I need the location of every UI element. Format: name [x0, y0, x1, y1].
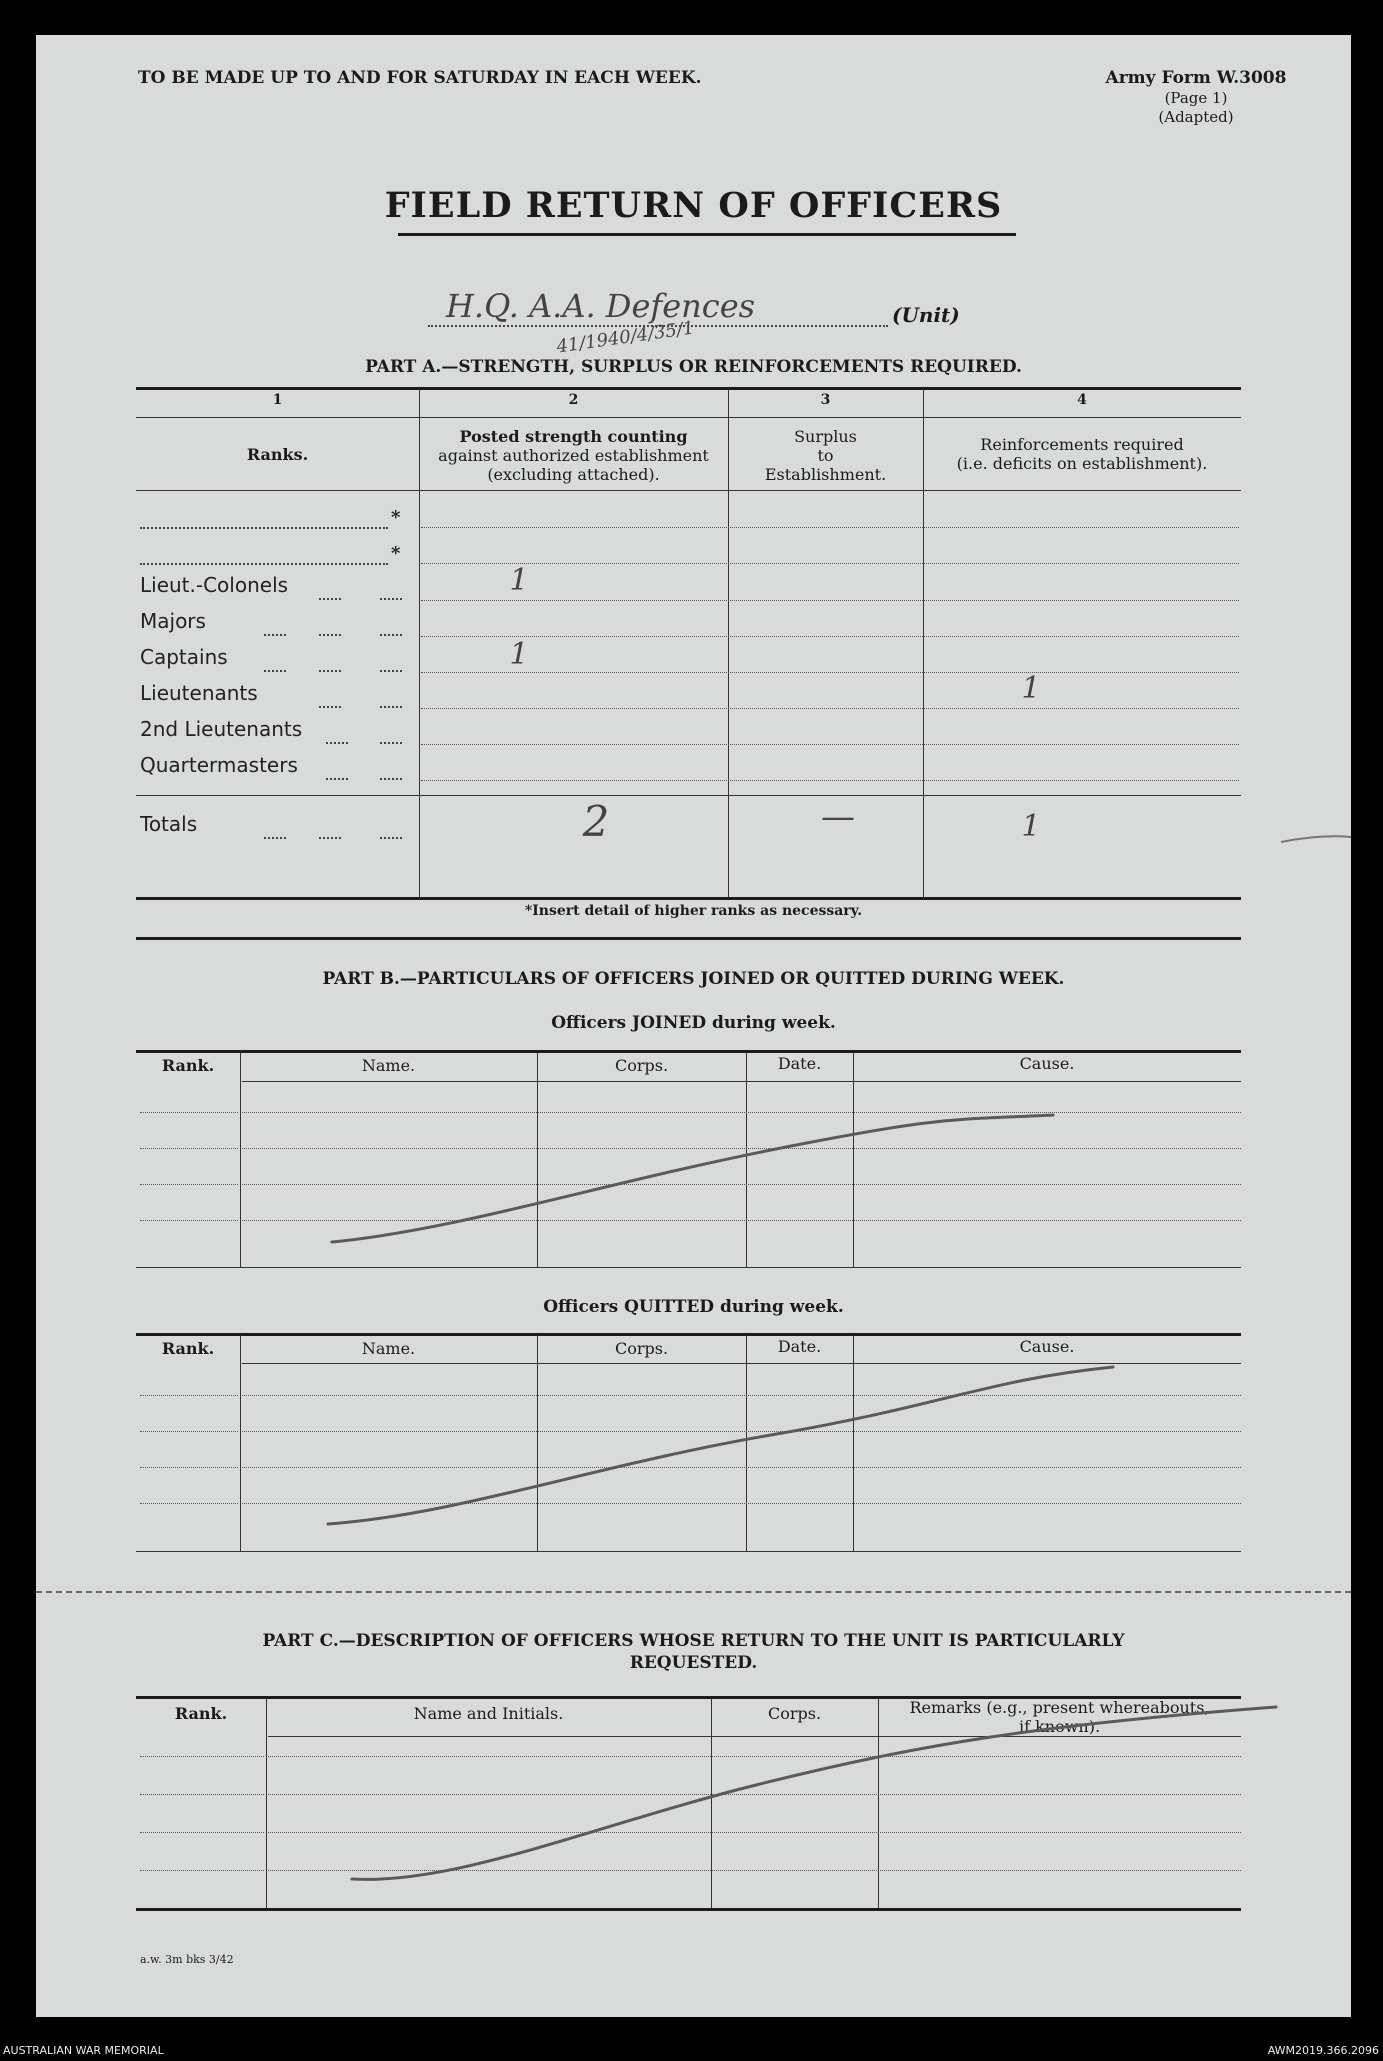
posted-header-line3: (excluding attached). — [487, 465, 660, 484]
surplus-header-line1: Surplus — [794, 427, 857, 446]
surplus-header-line3: Establishment. — [764, 465, 887, 484]
part-c-heading-line1: PART C.—DESCRIPTION OF OFFICERS WHOSE RETURN TO THE UNIT IS PARTICULARLY — [262, 1631, 1125, 1651]
quitted-rank-header: Rank. — [161, 1339, 215, 1358]
col-number-2: 2 — [568, 392, 579, 408]
part-a-heading: PART A.—STRENGTH, SURPLUS OR REINFORCEMENTS REQUIRED. — [365, 357, 1022, 377]
asterisk-mark: * — [391, 507, 401, 528]
quitted-strike-line — [328, 1367, 1113, 1524]
asterisk-mark: * — [391, 543, 401, 564]
rank-majors: Majors — [140, 609, 206, 633]
joined-heading: Officers JOINED during week. — [551, 1013, 836, 1033]
page-title: FIELD RETURN OF OFFICERS — [384, 185, 1003, 226]
quitted-corps-header: Corps. — [614, 1339, 669, 1358]
posted-header-line1: Posted strength counting — [459, 427, 688, 446]
posted-lieut-colonels: 1 — [509, 563, 529, 598]
joined-name-header: Name. — [361, 1056, 416, 1075]
rank-2nd-lieutenants: 2nd Lieutenants — [140, 717, 303, 741]
reference-stamp: 41/1940/4/35/1 — [555, 317, 696, 358]
form-number: Army Form W.3008 — [1105, 68, 1287, 88]
print-code: a.w. 3m bks 3/42 — [140, 1953, 234, 1966]
reinforcements-header-line2: (i.e. deficits on establishment). — [956, 454, 1208, 473]
weekly-instruction: TO BE MADE UP TO AND FOR SATURDAY IN EACH WEEK. — [138, 68, 702, 88]
unit-label: (Unit) — [892, 303, 960, 327]
part-b-heading: PART B.—PARTICULARS OF OFFICERS JOINED OR QUITTED DURING WEEK. — [322, 969, 1065, 989]
reinforcements-header-line1: Reinforcements required — [980, 435, 1184, 454]
quitted-heading: Officers QUITTED during week. — [543, 1297, 844, 1317]
rank-lieutenants: Lieutenants — [140, 681, 258, 705]
unit-handwritten: H.Q. A.A. Defences — [446, 287, 756, 325]
part-a-footnote: *Insert detail of higher ranks as necessary. — [524, 903, 863, 919]
totals-label: Totals — [140, 812, 198, 836]
totals-surplus: — — [821, 797, 855, 837]
col-number-4: 4 — [1077, 392, 1087, 408]
posted-captains: 1 — [509, 637, 529, 672]
rank-captains: Captains — [140, 645, 228, 669]
form-page: (Page 1) — [1164, 89, 1228, 107]
form-paper — [36, 35, 1351, 2017]
joined-corps-header: Corps. — [614, 1056, 669, 1075]
archive-accession: AWM2019.366.2096 — [1267, 2044, 1379, 2057]
totals-reinforcements: 1 — [1021, 809, 1041, 844]
posted-header-line2: against authorized establishment — [438, 446, 709, 465]
form-adapted: (Adapted) — [1158, 108, 1234, 126]
quitted-date-header: Date. — [777, 1337, 822, 1356]
joined-date-header: Date. — [777, 1054, 822, 1073]
part-c-heading-line2: REQUESTED. — [629, 1653, 758, 1673]
part-c-remarks-line1: Remarks (e.g., present whereabouts, — [909, 1698, 1210, 1717]
joined-cause-header: Cause. — [1019, 1054, 1075, 1073]
part-c-remarks-line2: if known). — [1018, 1717, 1101, 1736]
joined-rank-header: Rank. — [161, 1056, 215, 1075]
pencil-strike-overlay — [36, 35, 1351, 2017]
margin-pencil-mark — [1281, 836, 1351, 842]
archive-label: AUSTRALIAN WAR MEMORIAL — [3, 2044, 164, 2057]
ranks-header: Ranks. — [246, 445, 309, 464]
rank-quartermasters: Quartermasters — [140, 753, 298, 777]
rank-lieut-colonels: Lieut.-Colonels — [140, 573, 289, 597]
part-c-corps-header: Corps. — [767, 1704, 822, 1723]
joined-strike-line — [332, 1115, 1053, 1242]
col-number-1: 1 — [272, 392, 283, 408]
col-number-3: 3 — [820, 392, 831, 408]
reinforcements-lieutenants: 1 — [1021, 671, 1041, 706]
surplus-header-line2: to — [817, 446, 834, 465]
quitted-name-header: Name. — [361, 1339, 416, 1358]
totals-posted: 2 — [582, 797, 610, 846]
part-c-rank-header: Rank. — [174, 1704, 228, 1723]
part-c-name-header: Name and Initials. — [413, 1704, 564, 1723]
quitted-cause-header: Cause. — [1019, 1337, 1075, 1356]
part-c-strike-line — [352, 1707, 1276, 1879]
